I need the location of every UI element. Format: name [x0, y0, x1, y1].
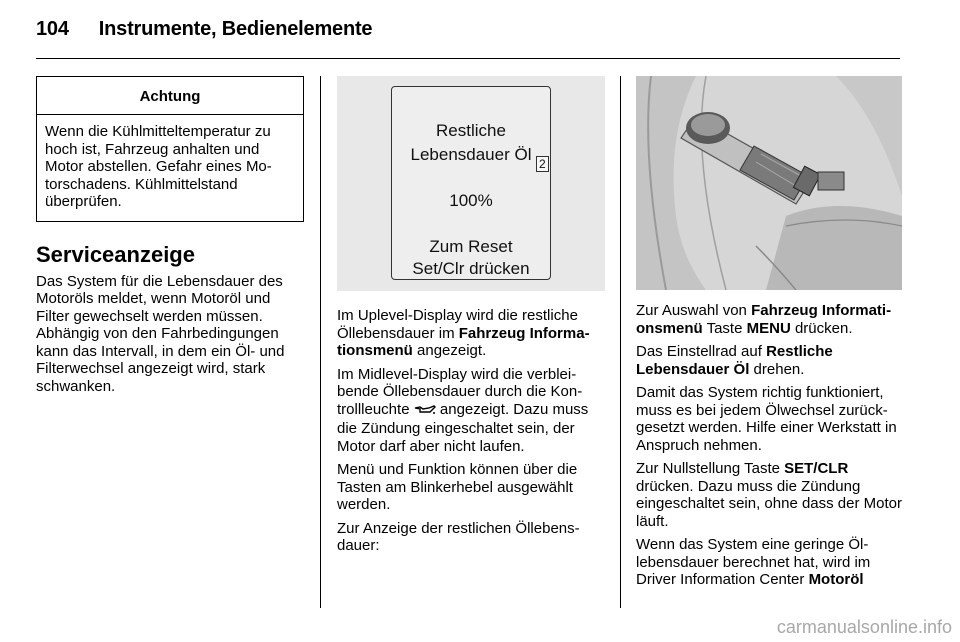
- column-1: [36, 76, 304, 401]
- watermark: carmanualsonline.info: [776, 617, 952, 637]
- col2-paragraph-4: Zur Anzeige der restlichen Öllebensdauer:: [337, 519, 580, 554]
- stalk-photo: [636, 76, 902, 290]
- col3-paragraph-1: Zur Auswahl von Fahrzeug Informationsmenü Taste MENU drücken.: [636, 302, 892, 337]
- warning-title: Achtung: [37, 77, 303, 115]
- warning-body: Wenn die Kühlmitteltemperatur zu hoch ist, Fahrzeug anhalten und Motor abstellen. Gefahr eines Motorschadens. Kühlmittelstand überprüfen.: [45, 123, 272, 210]
- display-line2: Lebensdauer Öl: [410, 145, 532, 164]
- col3-paragraph-4: Zur Nullstellung Taste SET/CLR drücken. Dazu muss die Zündung eingeschaltet sein, ohne dass der Motor läuft.: [636, 460, 902, 530]
- display-illustration: [337, 76, 605, 291]
- col3-paragraph-5: Wenn das System eine geringe Öllebensdauer berechnet hat, wird im Driver Information Center Motoröl: [636, 536, 871, 588]
- column-divider-1: [320, 76, 321, 608]
- col3-paragraph-3: Damit das System richtig funktioniert, muss es bei jedem Ölwechsel zurückgesetzt werden. Hilfe einer Werkstatt in Anspruch nehmen.: [636, 384, 897, 454]
- header-rule: [36, 58, 900, 59]
- display-badge: 2: [536, 156, 549, 172]
- column-divider-2: [620, 76, 621, 608]
- page-header: [36, 18, 372, 41]
- section-intro: Das System für die Lebensdauer des Motoröls meldet, wenn Motoröl und Filter gewechselt werden müssen. Abhängig von den Fahrbedingungen kann das Intervall, in dem ein Öl- und Filterwechsel angezeigt wird, stark schwanken.: [36, 272, 285, 395]
- display-screen: [391, 86, 551, 280]
- display-percent: 100%: [449, 191, 493, 210]
- page-number: 104: [36, 18, 69, 40]
- column-2: [337, 76, 605, 561]
- display-line1: Restliche: [436, 121, 506, 140]
- section-title: Serviceanzeige: [36, 241, 195, 267]
- column-3: [636, 76, 902, 595]
- warning-box: [36, 76, 304, 222]
- col3-paragraph-2: Das Einstellrad auf Restliche Lebensdauer Öl drehen.: [636, 343, 833, 378]
- col2-paragraph-1: Im Uplevel-Display wird die restliche Öllebensdauer im Fahrzeug Informationsmenü angezeigt.: [337, 307, 590, 359]
- oil-can-icon: [414, 403, 436, 421]
- display-line5: Set/Clr drücken: [412, 259, 530, 278]
- display-line4: Zum Reset: [429, 237, 513, 256]
- page-title: Instrumente, Bedienelemente: [98, 18, 373, 40]
- col2-paragraph-3: Menü und Funktion können über die Tasten am Blinkerhebel ausgewählt werden.: [337, 461, 578, 513]
- col2-paragraph-2: Im Midlevel-Display wird die verbleibende Öllebensdauer durch die Kontrollleuchte angezeigt. Dazu muss die Zündung eingeschaltet sein, der Motor darf aber nicht laufen.: [337, 365, 589, 455]
